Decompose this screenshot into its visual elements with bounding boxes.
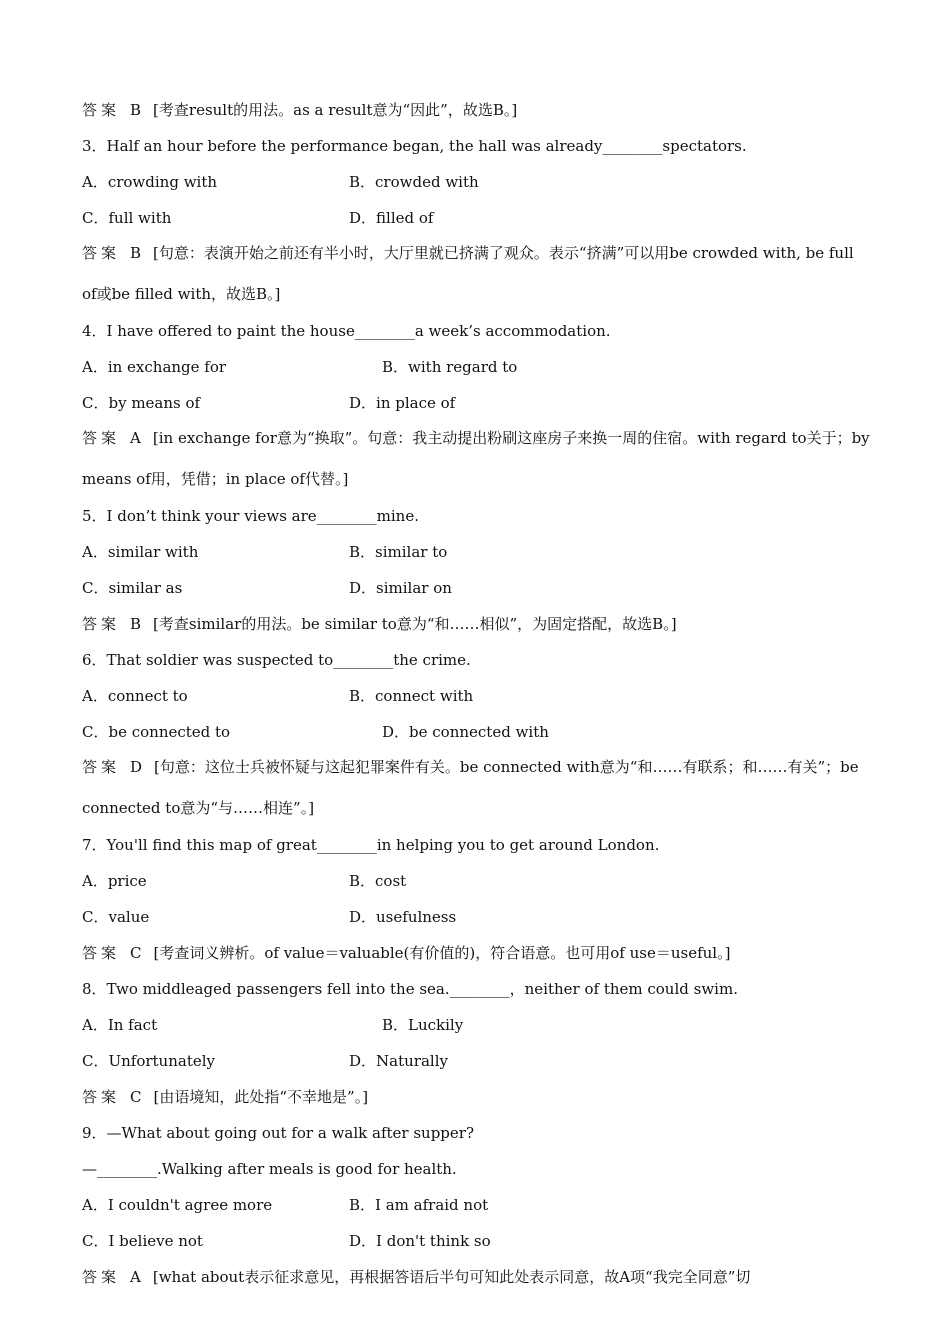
option-c: C．similar as <box>82 579 183 597</box>
option-c: C．value <box>82 908 150 926</box>
answer-explanation: [由语境知，此处指“不幸地是”。] <box>153 1088 369 1106</box>
option-a: A．price <box>82 872 147 890</box>
option-a: A．connect to <box>82 687 188 705</box>
option-b: B．similar to <box>349 543 448 561</box>
question-text: 7．You'll find this map of great________in helping you to get around London. <box>82 836 660 854</box>
answer-label: 答案 <box>82 1268 121 1286</box>
answer-explanation: [考查词义辨析。of value＝valuable(有价值的)，符合语意。也可用of use＝useful。] <box>153 944 731 962</box>
option-d: D．Naturally <box>349 1052 448 1070</box>
option-a: A．In fact <box>82 1016 158 1034</box>
option-b: B．cost <box>349 872 407 890</box>
answer-label: 答案 <box>82 101 121 119</box>
answer-explanation: [句意：表演开始之前还有半小时，大厅里就已挤满了观众。表示“挤满”可以用be crowded with, be full of或be filled with，故选B。] <box>82 244 854 303</box>
question-text: 4．I have offered to paint the house________a week’s accommodation. <box>82 322 611 340</box>
answer-key: B <box>130 615 142 633</box>
answer-line <box>82 747 872 829</box>
answer-label: 答案 <box>82 615 121 633</box>
option-c: C．I believe not <box>82 1232 203 1250</box>
option-c: C．full with <box>82 209 172 227</box>
answer-line <box>82 1267 872 1287</box>
option-d: D．filled of <box>349 209 434 227</box>
option-b: B．Luckily <box>382 1016 464 1034</box>
answer-key: A <box>130 429 141 447</box>
option-d: D．similar on <box>349 579 452 597</box>
answer-line <box>82 233 872 315</box>
answer-explanation: [句意：这位士兵被怀疑与这起犯罪案件有关。be connected with意为“和……有联系；和……有关”；be connected to意为“与……相连”。] <box>82 758 859 817</box>
option-b: B．I am afraid not <box>349 1196 489 1214</box>
option-a: A．I couldn't agree more <box>82 1196 273 1214</box>
option-c: C．be connected to <box>82 723 231 741</box>
option-a: A．similar with <box>82 543 199 561</box>
option-a: A．crowding with <box>82 173 218 191</box>
answer-key: B <box>130 244 142 262</box>
answer-key: A <box>130 1268 141 1286</box>
answer-line <box>82 943 872 963</box>
option-b: B．connect with <box>349 687 474 705</box>
question-text: 5．I don’t think your views are________mine. <box>82 507 419 525</box>
option-a: A．in exchange for <box>82 358 227 376</box>
option-d: D．in place of <box>349 394 456 412</box>
option-d: D．usefulness <box>349 908 457 926</box>
answer-line <box>82 100 872 120</box>
question-text: 9．—What about going out for a walk after supper? <box>82 1124 474 1142</box>
answer-explanation: [what about表示征求意见，再根据答语后半句可知此处表示同意，故A项“我完全同意”切 <box>152 1268 751 1286</box>
question-text: 8．Two middleaged passengers fell into the sea.________，neither of them could swim. <box>82 980 738 998</box>
answer-explanation: [考查similar的用法。be similar to意为“和……相似”，为固定搭配，故选B。] <box>153 615 677 633</box>
option-b: B．crowded with <box>349 173 479 191</box>
answer-label: 答案 <box>82 944 121 962</box>
answer-key: B <box>130 101 142 119</box>
answer-label: 答案 <box>82 1088 121 1106</box>
question-text: 3．Half an hour before the performance began, the hall was already________spectators. <box>82 137 747 155</box>
option-b: B．with regard to <box>382 358 518 376</box>
answer-explanation: [考查result的用法。as a result意为“因此”，故选B。] <box>153 101 518 119</box>
question-text: 6．That soldier was suspected to________the crime. <box>82 651 471 669</box>
answer-line <box>82 418 872 500</box>
answer-key: C <box>130 1088 142 1106</box>
answer-label: 答案 <box>82 758 121 776</box>
answer-key: D <box>130 758 143 776</box>
question-reply-text: —________.Walking after meals is good for health. <box>82 1160 457 1178</box>
option-c: C．Unfortunately <box>82 1052 216 1070</box>
answer-label: 答案 <box>82 429 121 447</box>
answer-line <box>82 614 872 634</box>
option-c: C．by means of <box>82 394 201 412</box>
answer-key: C <box>130 944 142 962</box>
option-d: D．be connected with <box>382 723 549 741</box>
answer-explanation: [in exchange for意为“换取”。句意：我主动提出粉刷这座房子来换一周的住宿。with regard to关于；by means of用，凭借；in place of代替。] <box>82 429 870 488</box>
answer-label: 答案 <box>82 244 121 262</box>
option-d: D．I don't think so <box>349 1232 491 1250</box>
answer-line <box>82 1087 872 1107</box>
